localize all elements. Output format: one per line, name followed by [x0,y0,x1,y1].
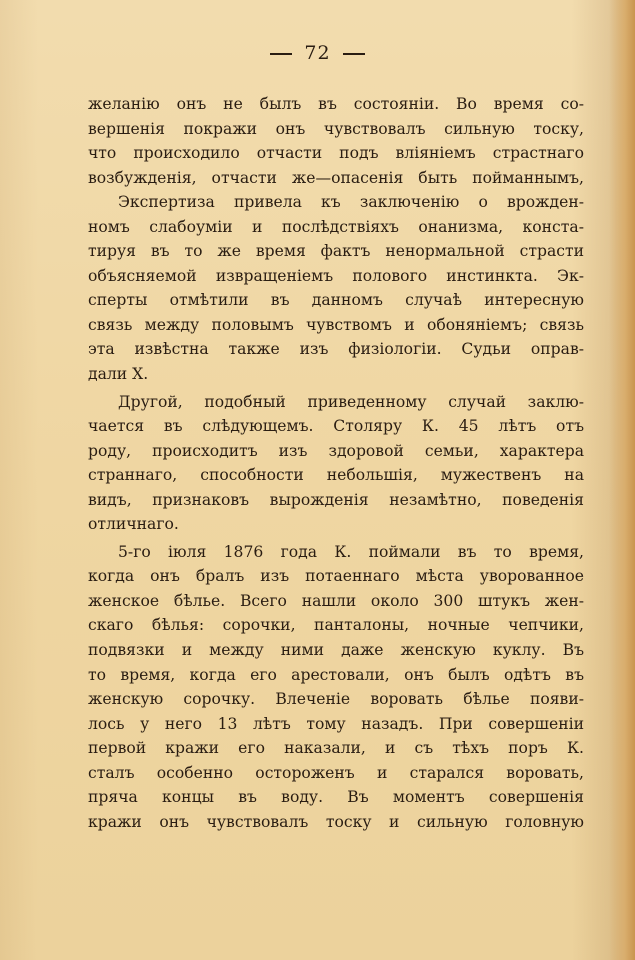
text-line: дали X. [88,365,149,384]
text-line: Экспертиза привела къ заключенію о врожден- [118,193,584,212]
text-line: отличнаго. [88,515,179,534]
text-line: видъ, признаковъ вырожденія незамѣтно, поведенія [88,490,584,509]
page-header [0,42,635,64]
text-line: то время, когда его арестовали, онъ былъ одѣтъ въ [88,665,584,684]
text-line: что происходило отчасти подъ вліяніемъ страстнаго [88,144,584,163]
text-line: 5-го іюля 1876 года К. поймали въ то время, [118,542,584,561]
text-line: кражи онъ чувствовалъ тоску и сильную головную [88,812,584,831]
text-line: номъ слабоуміи и послѣдствіяхъ онанизма, конста- [88,217,584,236]
text-line: чается въ слѣдующемъ. Столяру К. 45 лѣтъ отъ [88,417,584,436]
body-text [88,92,584,834]
text-line: женское бѣлье. Всего нашли около 300 штукъ жен- [88,591,584,610]
text-line: сперты отмѣтили въ данномъ случаѣ интересную [88,291,584,310]
text-line: эта извѣстна также изъ физіологіи. Судьи оправ- [88,340,584,359]
text-line: пряча концы въ воду. Въ моментъ совершенія [88,788,584,807]
text-line: возбужденія, отчасти же—опасенія быть пойманнымъ, [88,168,584,187]
text-line: связь между половымъ чувствомъ и обоняніемъ; связь [88,315,584,334]
text-line: сталъ особенно остороженъ и старался воровать, [88,763,584,782]
header-dash-left [270,53,292,55]
page-edge-shadow [609,0,635,960]
text-line: тируя въ то же время фактъ ненормальной страсти [88,242,584,261]
text-line: женскую сорочку. Влеченіе воровать бѣлье появи- [88,690,584,709]
text-line: Другой, подобный приведенному случай заклю- [118,392,584,411]
text-line: скаго бѣлья: сорочки, панталоны, ночные чепчики, [88,616,584,635]
text-line: первой кражи его наказали, и съ тѣхъ поръ К. [88,739,584,758]
text-line: вершенія покражи онъ чувствовалъ сильную тоску, [88,119,584,138]
text-line: объясняемой извращеніемъ полового инстинкта. Эк- [88,266,584,285]
text-line: роду, происходитъ изъ здоровой семьи, характера [88,441,584,460]
text-line: страннаго, способности небольшія, мужественъ на [88,466,584,485]
text-line: желанію онъ не былъ въ состояніи. Во время со- [88,95,584,113]
text-line: когда онъ бралъ изъ потаеннаго мѣста уворованное [88,567,584,586]
text-line: лось у него 13 лѣтъ тому назадъ. При совершеніи [88,714,584,733]
page-number: 72 [304,42,331,64]
header-dash-right [343,53,365,55]
text-line: подвязки и между ними даже женскую куклу. Въ [88,641,584,660]
